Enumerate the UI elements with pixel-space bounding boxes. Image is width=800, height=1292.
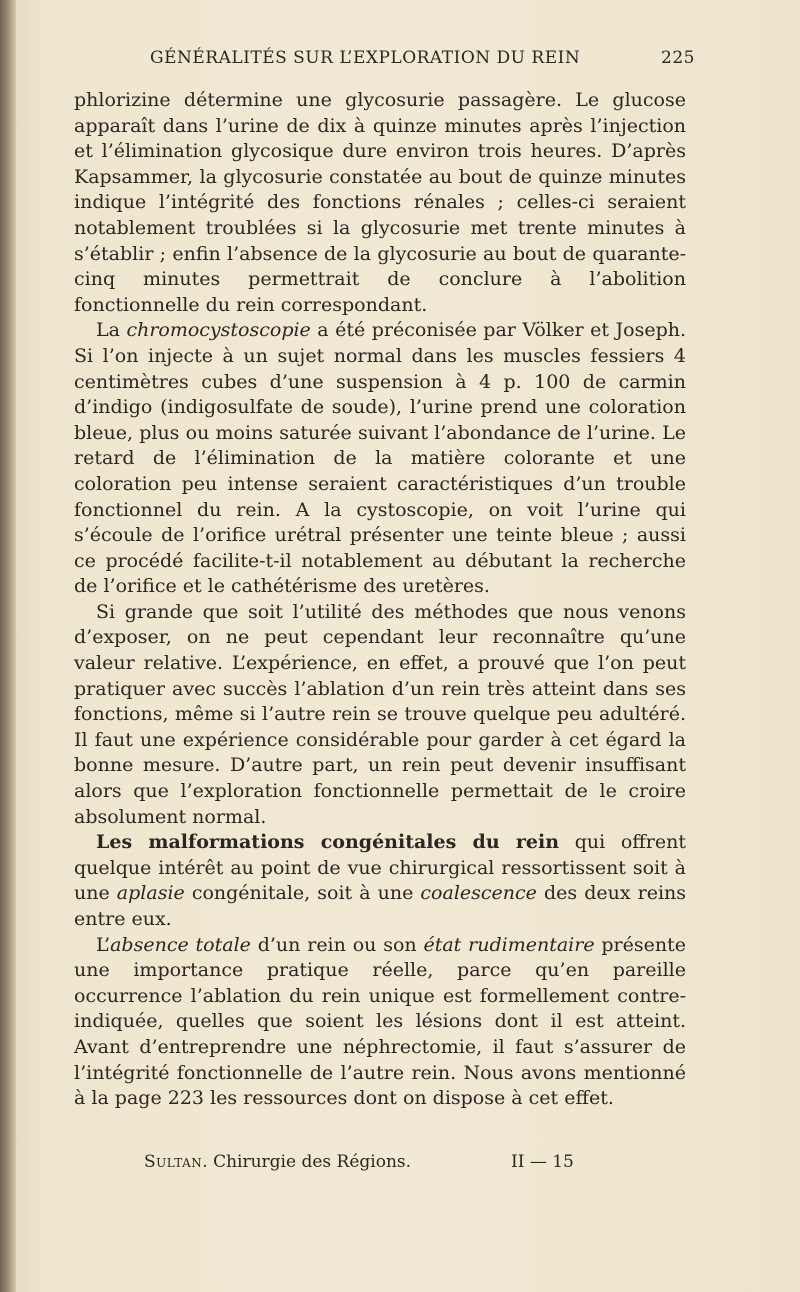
text-run: La	[96, 319, 127, 342]
bold-text-run: Les malformations congénitales du rein	[96, 831, 560, 854]
italic-text-run: chromocystoscopie	[126, 319, 311, 342]
body-text	[74, 88, 686, 1112]
page-binding-edge	[0, 0, 16, 1292]
page-footer	[144, 1152, 624, 1178]
paragraph	[74, 88, 686, 318]
text-run: d’un rein ou son	[250, 933, 424, 956]
page-number: 225	[661, 48, 695, 68]
italic-text-run: absence totale	[110, 933, 251, 956]
footer-citation: Sultan. Chirurgie des Régions.	[144, 1152, 412, 1172]
text-run: présente une importance pratique réelle, parce qu’en pareille occurrence l’ablation du rein unique est formellement contre-indiquée, quelles que soient les lésions dont il est atteint. Avant d’entreprendre une néphrectomie, il faut s’assurer de l’intégrité fonctionnelle de l’autre rein. Nous avons mentionné à la page 223 les ressources dont on dispose à cet effet.	[74, 933, 686, 1110]
text-run: phlorizine détermine une glycosurie passagère. Le glucose apparaît dans l’urine de dix à quinze minutes après l’injection et l’élimination glycosique dure environ trois heures. D’après Kapsammer, la glycosurie constatée au bout de quinze minutes indique l’intégrité des fonctions rénales ; celles-ci seraient notablement troublées si la glycosurie met trente minutes à s’établir ; enfin l’absence de la glycosurie au bout de quarante-cinq minutes permettrait de conclure à l’abolition fonctionnelle du rein correspondant.	[74, 89, 686, 316]
italic-text-run: aplasie	[116, 882, 185, 905]
paragraph	[74, 318, 686, 600]
footer-work: Chirurgie des Régions.	[213, 1152, 412, 1172]
paragraph	[74, 600, 686, 830]
footer-signature: II — 15	[511, 1152, 574, 1172]
running-header	[150, 48, 695, 74]
running-title: GÉNÉRALITÉS SUR L’EXPLORATION DU REIN	[150, 48, 581, 68]
text-run: L’	[96, 933, 111, 956]
text-run: qui offrent quelque intérêt au point de vue chirurgical ressortissent soit à une	[74, 831, 686, 905]
paragraph	[74, 933, 686, 1112]
italic-text-run: coalescence	[420, 882, 537, 905]
italic-text-run: état rudimentaire	[423, 933, 595, 956]
paragraph	[74, 830, 686, 932]
text-run: des deux reins entre eux.	[74, 882, 687, 930]
text-run: Si grande que soit l’utilité des méthodes que nous venons d’exposer, on ne peut cependant leur reconnaître qu’une valeur relative. L’expérience, en effet, a prouvé que l’on peut pratiquer avec succès l’ablation d’un rein très atteint dans ses fonctions, même si l’autre rein se trouve quelque peu adultéré. Il faut une expérience considérable pour garder à cet égard la bonne mesure. D’autre part, un rein peut devenir insuffisant alors que l’exploration fonctionnelle permettait de le croire absolument normal.	[74, 600, 686, 828]
text-run: a été préconisée par Völker et Joseph. Si l’on injecte à un sujet normal dans les muscles fessiers 4 centimètres cubes d’une suspension à 4 p. 100 de carmin d’indigo (indigosulfate de soude), l’urine prend une coloration bleue, plus ou moins saturée suivant l’abondance de l’urine. Le retard de l’élimination de la matière colorante et une coloration peu intense seraient caractéristiques d’un trouble fonctionnel du rein. A la cystoscopie, on voit l’urine qui s’écoule de l’orifice urétral présenter une teinte bleue ; aussi ce procédé facilite-t-il notablement au débutant la recherche de l’orifice et le cathétérisme des uretères.	[74, 319, 687, 598]
text-run: congénitale, soit à une	[184, 882, 421, 905]
footer-author: Sultan	[144, 1152, 203, 1172]
